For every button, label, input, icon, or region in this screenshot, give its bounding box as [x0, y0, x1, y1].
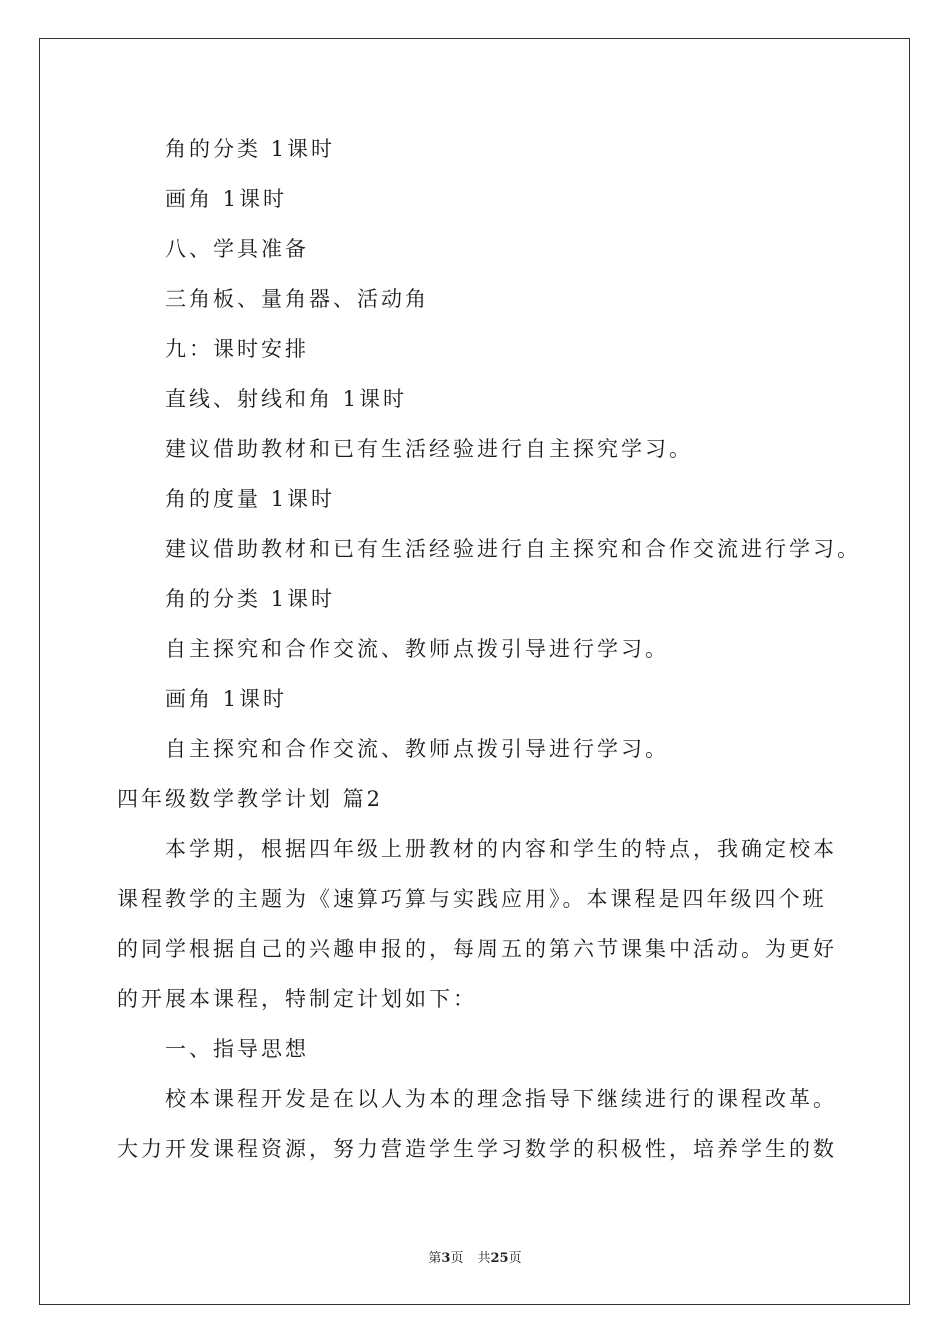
text-line: 自主探究和合作交流、教师点拨引导进行学习。 — [165, 737, 669, 761]
text-line: 画角 1课时 — [165, 687, 288, 711]
text-line: 角的度量 1课时 — [165, 487, 336, 511]
text-line: 建议借助教材和已有生活经验进行自主探究学习。 — [165, 437, 693, 461]
paragraph-line: 课程教学的主题为《速算巧算与实践应用》。本课程是四年级四个班 — [117, 887, 827, 911]
text-line: 三角板、量角器、活动角 — [165, 287, 429, 311]
text-line: 直线、射线和角 1课时 — [165, 387, 408, 411]
section-heading: 九：课时安排 — [165, 337, 309, 361]
text-line: 画角 1课时 — [165, 187, 288, 211]
page-prefix: 第 — [428, 1251, 442, 1266]
article-title: 四年级数学教学计划 篇2 — [117, 787, 384, 811]
page-footer — [0, 1247, 950, 1266]
total-prefix: 共 — [477, 1251, 491, 1266]
paragraph-line: 的同学根据自己的兴趣申报的，每周五的第六节课集中活动。为更好 — [117, 937, 837, 961]
paragraph-line: 本学期，根据四年级上册教材的内容和学生的特点，我确定校本 — [165, 837, 837, 861]
section-heading: 八、学具准备 — [165, 237, 309, 261]
text-line: 自主探究和合作交流、教师点拨引导进行学习。 — [165, 637, 669, 661]
text-line: 角的分类 1课时 — [165, 587, 336, 611]
page-suffix: 页 — [450, 1251, 464, 1266]
page-number: 3 — [441, 1251, 451, 1266]
paragraph-line: 校本课程开发是在以人为本的理念指导下继续进行的课程改革。 — [165, 1087, 837, 1111]
paragraph-line: 的开展本课程，特制定计划如下： — [117, 987, 477, 1011]
section-heading: 一、指导思想 — [165, 1037, 309, 1061]
total-pages: 25 — [490, 1251, 509, 1266]
text-line: 角的分类 1课时 — [165, 137, 336, 161]
text-line: 建议借助教材和已有生活经验进行自主探究和合作交流进行学习。 — [165, 537, 861, 561]
total-suffix: 页 — [508, 1251, 522, 1266]
document-body — [117, 128, 861, 1178]
paragraph-line: 大力开发课程资源，努力营造学生学习数学的积极性，培养学生的数 — [117, 1137, 837, 1161]
